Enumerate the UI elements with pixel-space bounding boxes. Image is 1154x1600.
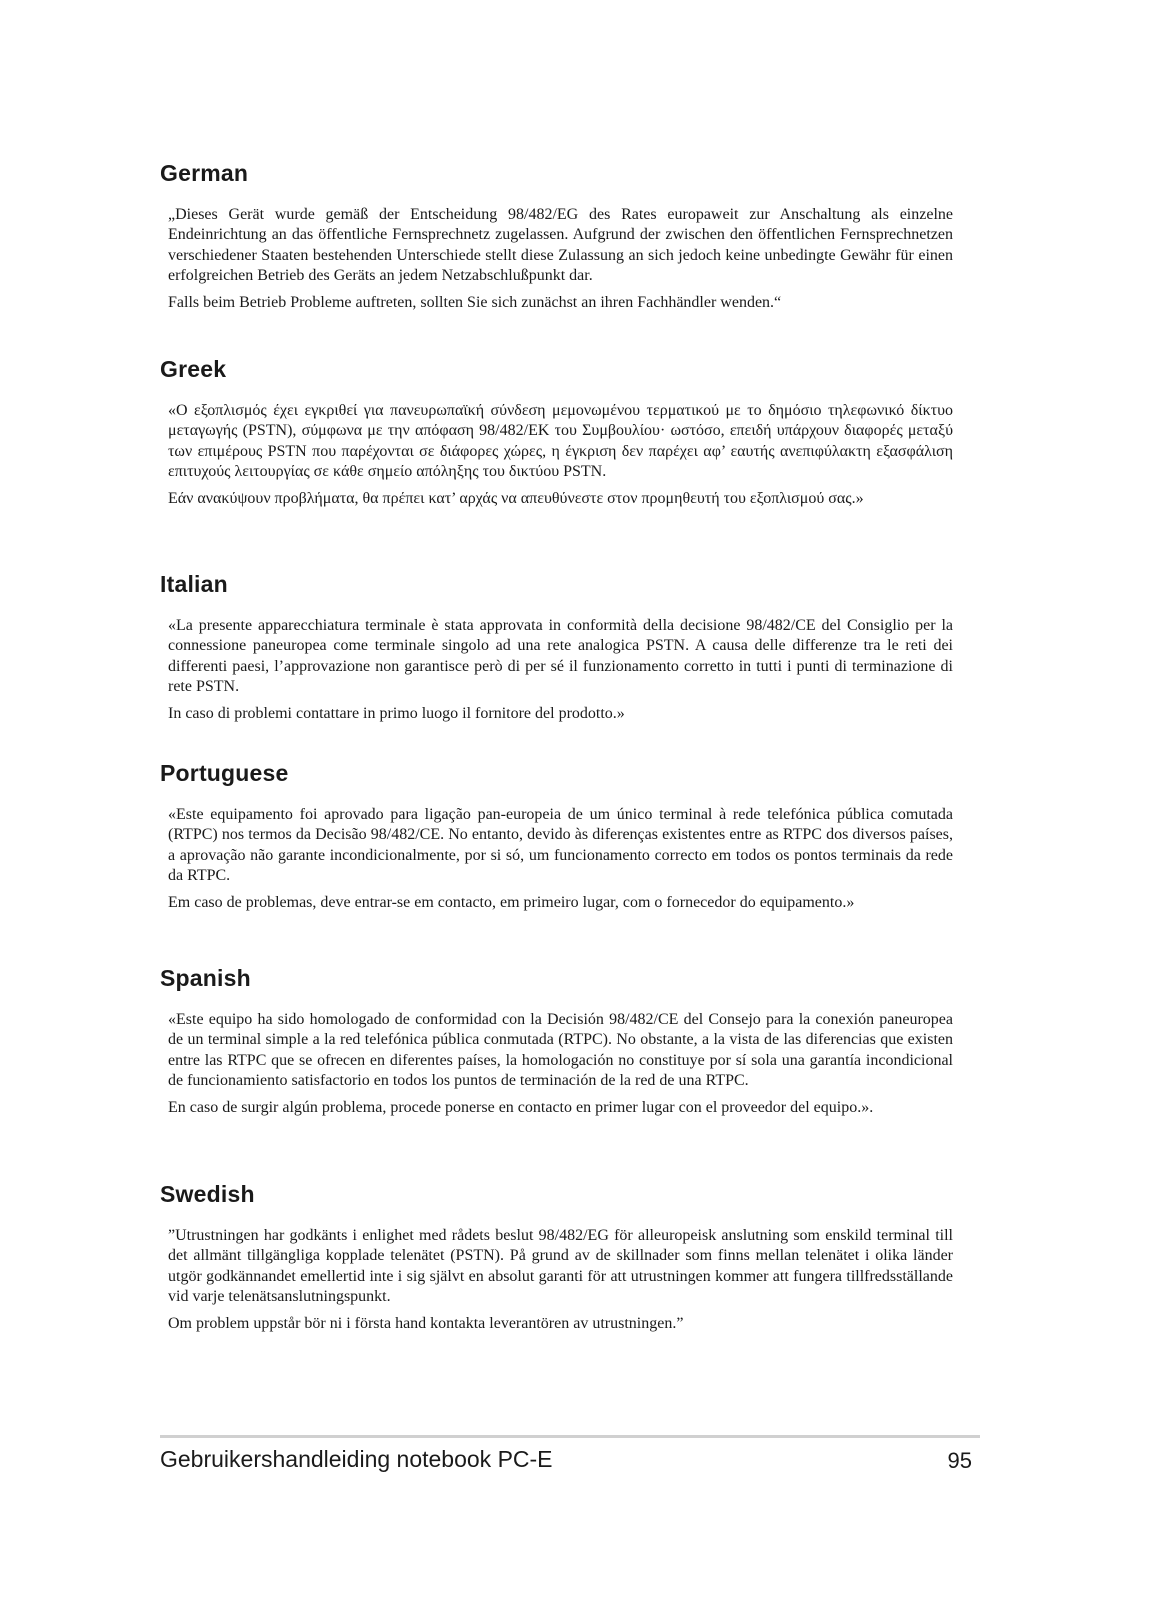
section-greek [160,356,980,516]
section-paragraph: En caso de surgir algún problema, procede ponerse en contacto en primer lugar con el proveedor del equipo.». [168,1099,874,1117]
section-paragraph: Falls beim Betrieb Probleme auftreten, sollten Sie sich zunächst an ihren Fachhändler wenden.“ [168,294,782,312]
section-spanish [160,965,980,1125]
section-paragraph: In caso di problemi contattare in primo luogo il fornitore del prodotto.» [168,705,625,723]
section-heading: Portuguese [160,760,289,786]
section-swedish [160,1181,980,1341]
section-paragraph: Em caso de problemas, deve entrar-se em contacto, em primeiro lugar, com o fornecedor do equipamento.» [168,894,855,912]
section-paragraph: «Este equipo ha sido homologado de conformidad con la Decisión 98/482/CE del Consejo para la conexión paneuropea de un terminal simple a la red telefónica pública conmutada (RTPC). No obstante, a la vista de las diferencias que existen entre las RTPC que se ofrecen en diferentes países, la homologación no constituye por sí sola una garantía incondicional de funcionamiento satisfactorio en todos los puntos de terminación de la red de una RTPC. [168,1011,953,1089]
section-paragraph: Εάν ανακύψουν προβλήματα, θα πρέπει κατ’ αρχάς να απευθύνεστε στον προμηθευτή του εξοπλισμού σας.» [168,490,864,508]
section-paragraph: „Dieses Gerät wurde gemäß der Entscheidung 98/482/EG des Rates europaweit zur Anschaltung als einzelne Endeinrichtung an das öffentliche Fernsprechnetz zugelassen. Aufgrund der zwischen den öffentlichen Fernsprechnetzen verschiedener Staaten bestehenden Unterschiede stellt diese Zulassung an sich jedoch keine unbedingte Gewähr für einen erfolgreichen Betrieb des Geräts an jedem Netzabschlußpunkt dar. [168,206,953,284]
section-paragraph: Om problem uppstår bör ni i första hand kontakta leverantören av utrustningen.” [168,1315,684,1333]
section-heading: Italian [160,571,228,597]
section-paragraph: «La presente apparecchiatura terminale è stata approvata in conformità della decisione 98/482/CE del Consiglio per la connessione paneuropea come terminale singolo ad una rete analogica PSTN. A causa delle differenze tra le reti dei differenti paesi, l’approvazione non garantisce però di per sé il funzionamento corretto in tutti i punti di terminazione di rete PSTN. [168,617,953,695]
section-heading: Spanish [160,965,251,991]
section-heading: German [160,160,249,186]
section-heading: Swedish [160,1181,255,1207]
footer-divider [160,1435,980,1438]
section-italian [160,571,980,731]
page-number: 95 [947,1448,972,1473]
section-german [160,160,980,320]
section-paragraph: «Ο εξοπλισμός έχει εγκριθεί για πανευρωπαϊκή σύνδεση μεμονωμένου τερματικού με το δημόσιο τηλεφωνικό δίκτυο μεταγωγής (PSTN), σύμφωνα με την απόφαση 98/482/ΕΚ του Συμβουλίου· ωστόσο, επειδή υπάρχουν διαφορές μεταξύ των επιμέρους PSTN που παρέχονται σε διάφορες χώρες, η έγκριση δεν παρέχει αφ’ εαυτής ανεπιφύλακτη εξασφάλιση επιτυχούς λειτουργίας σε κάθε σημείο απόληξης του δικτύου PSTN. [168,402,953,480]
footer-title: Gebruikershandleiding notebook PC-E [160,1446,553,1472]
section-portuguese [160,760,980,920]
section-paragraph: «Este equipamento foi aprovado para ligação pan-europeia de um único terminal à rede telefónica pública comutada (RTPC) nos termos da Decisão 98/482/CE. No entanto, devido às diferenças existentes entre as RTPC dos diversos países, a aprovação não garante incondicionalmente, por si só, um funcionamento correcto em todos os pontos terminais da rede da RTPC. [168,806,953,884]
section-heading: Greek [160,356,227,382]
section-paragraph: ”Utrustningen har godkänts i enlighet med rådets beslut 98/482/EG för alleuropeisk anslutning som enskild terminal till det allmänt tillgängliga kopplade telenätet (PSTN). På grund av de skillnader som finns mellan telenätet i olika länder utgör godkännandet emellertid inte i sig självt en absolut garanti för att utrustningen kommer att fungera tillfredsställande vid varje telenätsanslutningspunkt. [168,1227,953,1305]
